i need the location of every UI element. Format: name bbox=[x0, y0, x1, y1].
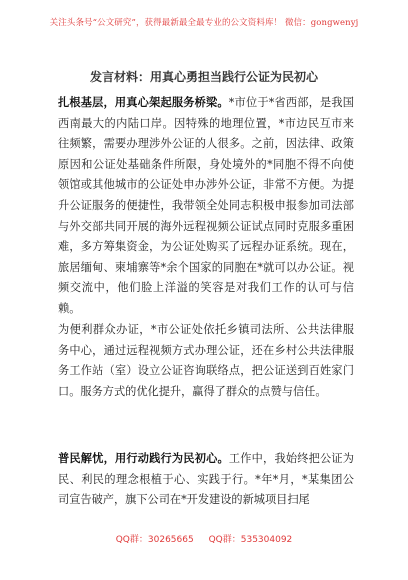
qq-group-2: QQ群：535304092 bbox=[208, 535, 293, 545]
paragraph-1-body: *市位于*省西部，是我国西南最大的内陆口岸。因特殊的地理位置，*市边民互市来往频繁，需要办理涉外公证的人很多。之前，因法律、政策原因和公证处基础条件所限，身处境外的*同胞不得不向使领馆或其他城市的公证处申办涉外公证，非常不方便。为提升公证服务的便捷性，我带领全处同志积极申报参加司法部与外交部共同开展的海外远程视频公证试点同时克服多重困难，多方筹集资金，为公证处购买了远程办证系统。现在，旅居缅甸、柬埔寨等*余个国家的同胞在*就可以办公证。视频交流中，他们脸上洋溢的笑容是对我们工作的认可与信赖。 bbox=[58, 96, 354, 315]
paragraph-3 bbox=[58, 448, 354, 511]
paragraph-2-body: 为便利群众办证，*市公证处依托乡镇司法所、公共法律服务中心，通过远程视频方式办理公证，还在乡村公共法律服务工作站（室）设立公证咨询联络点，把公证送到百姓家门口。服务方式的优化提升，赢得了群众的点赞与信任。 bbox=[58, 323, 354, 398]
paragraph-2 bbox=[58, 320, 354, 402]
paragraph-3-lead: 普民解忧，用行动践行为民初心。 bbox=[58, 451, 229, 465]
qq-group-1: QQ群：30265665 bbox=[115, 535, 194, 545]
contact-footer bbox=[0, 532, 408, 545]
paragraph-1 bbox=[58, 92, 354, 320]
paragraph-1-lead: 扎根基层，用真心架起服务桥梁。 bbox=[58, 95, 229, 109]
promo-header: 关注头条号“公文研究”，获得最新最全最专业的公文资料库！ 微信：gongwenyj bbox=[49, 18, 359, 28]
document-title: 发言材料：用真心勇担当践行公证为民初心 bbox=[89, 70, 318, 84]
paragraph-3-body: 工作中，我始终把公证为民、利民的理念根植于心、实践于行。*年*月，*某集团公司宣告破产，旗下公司在*开发建设的新城项目扫尾 bbox=[58, 452, 354, 507]
